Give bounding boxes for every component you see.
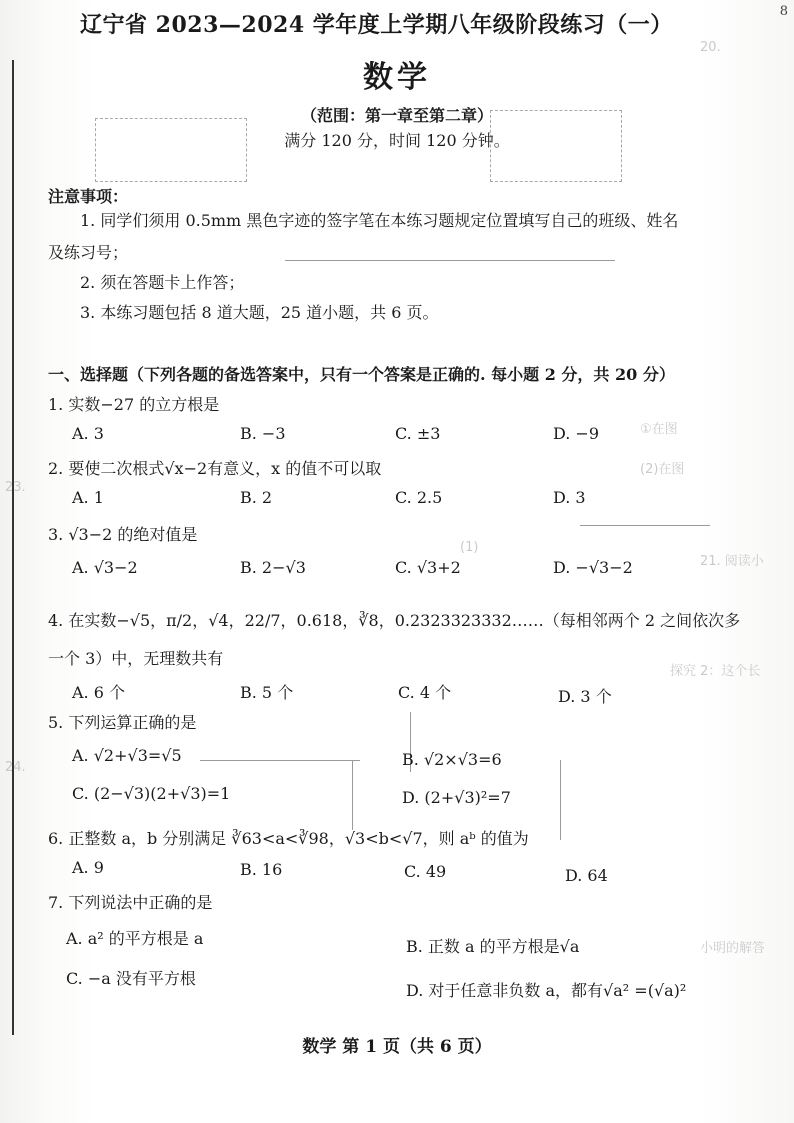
option-b: B. 16 [240, 860, 283, 879]
option-a: A. √2+√3=√5 [72, 746, 182, 765]
option-a: A. 3 [72, 424, 104, 443]
notes-heading: 注意事项： [48, 187, 129, 206]
option-c: C. −a 没有平方根 [66, 969, 196, 988]
option-b: B. 2−√3 [240, 558, 306, 577]
bleed-through-line [560, 760, 561, 840]
option-d: D. −9 [553, 424, 600, 443]
question-stem: 1. 实数−27 的立方根是 [48, 395, 220, 414]
bleed-through-text: 20. [700, 40, 721, 55]
option-a: A. √3−2 [72, 558, 138, 577]
option-c: C. 4 个 [398, 683, 452, 702]
note-item-1-cont: 及练习号； [48, 243, 129, 262]
question-stem: 2. 要使二次根式√x−2有意义，x 的值不可以取 [48, 459, 382, 478]
option-b: B. 正数 a 的平方根是√a [406, 937, 580, 956]
option-d: D. (2+√3)²=7 [402, 788, 511, 807]
option-b: B. 5 个 [240, 683, 294, 702]
option-a: A. 6 个 [72, 683, 125, 702]
option-d: D. 64 [565, 866, 608, 885]
page-footer: 数学 第 1 页（共 6 页） [302, 1037, 492, 1057]
option-c: C. √3+2 [395, 558, 461, 577]
option-d: D. 3 [553, 488, 586, 507]
note-item-3: 3. 本练习题包括 8 道大题，25 道小题，共 6 页。 [80, 303, 439, 322]
bleed-through-text: 21. 阅读小 [700, 554, 764, 569]
option-c: C. ±3 [395, 424, 441, 443]
exam-title: 辽宁省 2023—2024 学年度上学期八年级阶段练习（一） [80, 12, 673, 38]
option-a: A. 9 [72, 858, 104, 877]
option-c: C. 49 [404, 862, 447, 881]
option-c: C. (2−√3)(2+√3)=1 [72, 784, 231, 803]
corner-page-mark: 8 [779, 4, 788, 19]
note-item-2: 2. 须在答题卡上作答； [80, 273, 245, 292]
bleed-through-line [200, 760, 360, 761]
option-d: D. 对于任意非负数 a，都有√a² =(√a)² [406, 981, 687, 1000]
question-stem: 7. 下列说法中正确的是 [48, 893, 213, 912]
bleed-through-text: (2)在图 [640, 462, 685, 477]
question-stem: 4. 在实数−√5，π/2，√4，22/7，0.618，∛8，0.2323323332……（每相邻两个 2 之间依次多 [48, 611, 741, 630]
bleed-through-text: 探究 2：这个长 [670, 664, 761, 679]
option-a: A. 1 [72, 488, 104, 507]
bleed-through-text: (1) [460, 540, 479, 555]
option-b: B. −3 [240, 424, 286, 443]
option-b: B. √2×√3=6 [402, 750, 502, 769]
bleed-through-line [580, 525, 710, 526]
subject-title: 数学 [363, 60, 431, 95]
option-d: D. 3 个 [558, 687, 612, 706]
section-heading: 一、选择题（下列各题的备选答案中，只有一个答案是正确的. 每小题 2 分，共 20 分） [48, 365, 675, 384]
question-stem: 5. 下列运算正确的是 [48, 713, 197, 732]
exam-scope: （范围：第一章至第二章） [300, 106, 493, 125]
question-stem-cont: 一个 3）中，无理数共有 [48, 649, 224, 668]
option-a: A. a² 的平方根是 a [66, 929, 204, 948]
bleed-through-line [285, 260, 615, 261]
question-stem: 6. 正整数 a，b 分别满足 ∛63<a<∛98，√3<b<√7，则 aᵇ 的值为 [48, 829, 529, 848]
bleed-through-text: 24. [5, 760, 26, 775]
question-stem: 3. √3−2 的绝对值是 [48, 525, 198, 544]
option-d: D. −√3−2 [553, 558, 633, 577]
bleed-through-text: 23. [5, 480, 26, 495]
bleed-through-text: 小明的解答 [700, 941, 766, 956]
left-binding-line [12, 60, 14, 1035]
note-item-1: 1. 同学们须用 0.5mm 黑色字迹的签字笔在本练习题规定位置填写自己的班级、姓名 [80, 211, 679, 230]
bleed-through-line [352, 760, 353, 830]
option-b: B. 2 [240, 488, 273, 507]
score-and-time: 满分 120 分，时间 120 分钟。 [284, 131, 510, 150]
option-c: C. 2.5 [395, 488, 443, 507]
bleed-through-text: ①在图 [640, 422, 678, 437]
